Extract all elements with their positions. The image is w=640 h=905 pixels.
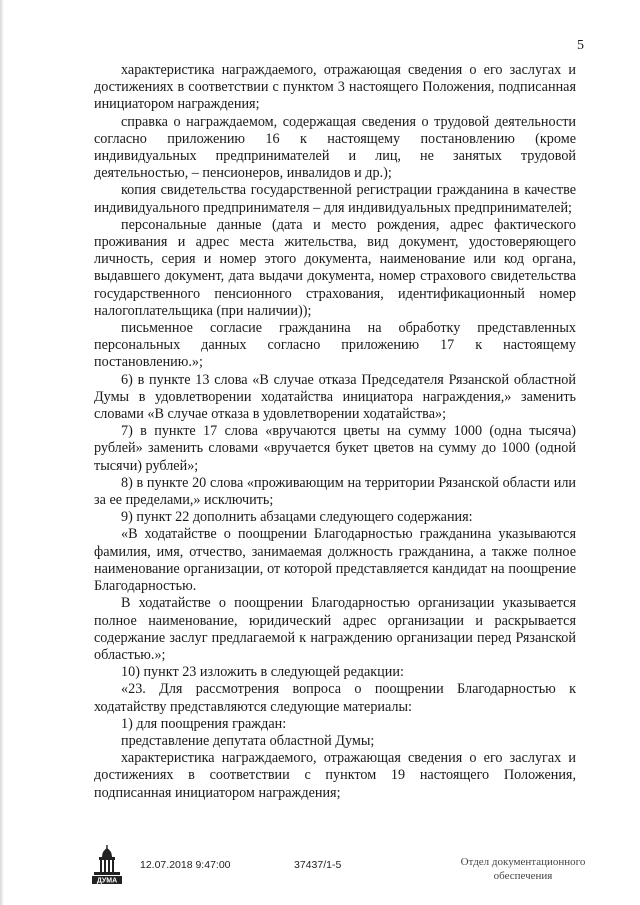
paragraph: 9) пункт 22 дополнить абзацами следующего содержания:	[121, 509, 473, 526]
timestamp: 12.07.2018 9:47:00	[140, 859, 231, 871]
paragraph: письменное согласие гражданина на обработку представленных персональных данных согласно приложению 17 к настоящему постановлению.»;	[94, 320, 576, 371]
paragraph: представление депутата областной Думы;	[121, 732, 375, 749]
scan-edge	[0, 0, 4, 905]
paragraph: «23. Для рассмотрения вопроса о поощрении Благодарностью к ходатайству представляются следующие материалы:	[94, 681, 576, 715]
paragraph: 1) для поощрения граждан:	[121, 715, 287, 732]
paragraph: 8) в пункте 20 слова «проживающим на территории Рязанской области или за ее пределами,» исключить;	[94, 474, 576, 509]
document-body	[94, 62, 576, 802]
department-line-1: Отдел документационного	[460, 856, 586, 868]
paragraph: характеристика награждаемого, отражающая сведения о его заслугах и достижениях в соответствии с пунктом 3 настоящего Положения, подписанная инициатором награждения;	[94, 62, 576, 113]
paragraph: 7) в пункте 17 слова «вручаются цветы на сумму 1000 (одна тысяча) рублей» заменить словами «вручается букет цветов на сумму до 1000 (одной тысячи) рублей»;	[94, 423, 576, 474]
paragraph: 10) пункт 23 изложить в следующей редакции:	[121, 664, 404, 681]
page-number: 5	[577, 38, 584, 53]
paragraph: справка о награждаемом, содержащая сведения о трудовой деятельности согласно приложению 16 к настоящему постановлению (кроме индивидуальных предпринимателей и лиц, не занятых трудовой деятельностью, – пенсионеров, инвалидов и др.);	[94, 113, 576, 182]
duma-logo-icon	[90, 845, 124, 885]
paragraph: 6) в пункте 13 слова «В случае отказа Председателя Рязанской областной Думы в удовлетворении ходатайства инициатора награждения,» заменить словами «В случае отказа в удовлетворении ходатайства»;	[94, 371, 576, 423]
document-code: 37437/1-5	[294, 859, 342, 871]
department-line-2: обеспечения	[493, 870, 553, 882]
paragraph: В ходатайстве о поощрении Благодарностью организации указывается полное наименование, юридический адрес организации и раскрывается содержание заслуг предлагаемой к награждению организации перед Рязанской областью.»;	[94, 595, 576, 663]
department-stamp	[438, 855, 608, 883]
paragraph: «В ходатайстве о поощрении Благодарностью гражданина указываются фамилия, имя, отчество, занимаемая должность гражданина, а также полное наименование организации, от которой представляется кандидат на поощрение Благодарностью.	[94, 526, 576, 595]
logo-text: ДУМА	[96, 877, 118, 885]
paragraph: копия свидетельства государственной регистрации гражданина в качестве индивидуального предпринимателя – для индивидуальных предпринимателей;	[94, 182, 576, 216]
paragraph: характеристика награждаемого, отражающая сведения о его заслугах и достижениях в соответствии с пунктом 19 настоящего Положения, подписанная инициатором награждения;	[94, 750, 576, 801]
footer	[0, 835, 640, 905]
paragraph: персональные данные (дата и место рождения, адрес фактического проживания и адрес места жительства, вид документ, удостоверяющего личность, серия и номер этого документа, наименование или код органа, выдавшего документ, дата выдачи документа, номер страхового свидетельства государственного пенсионного страхования, идентификационный номер налогоплательщика (при наличии));	[94, 216, 576, 319]
